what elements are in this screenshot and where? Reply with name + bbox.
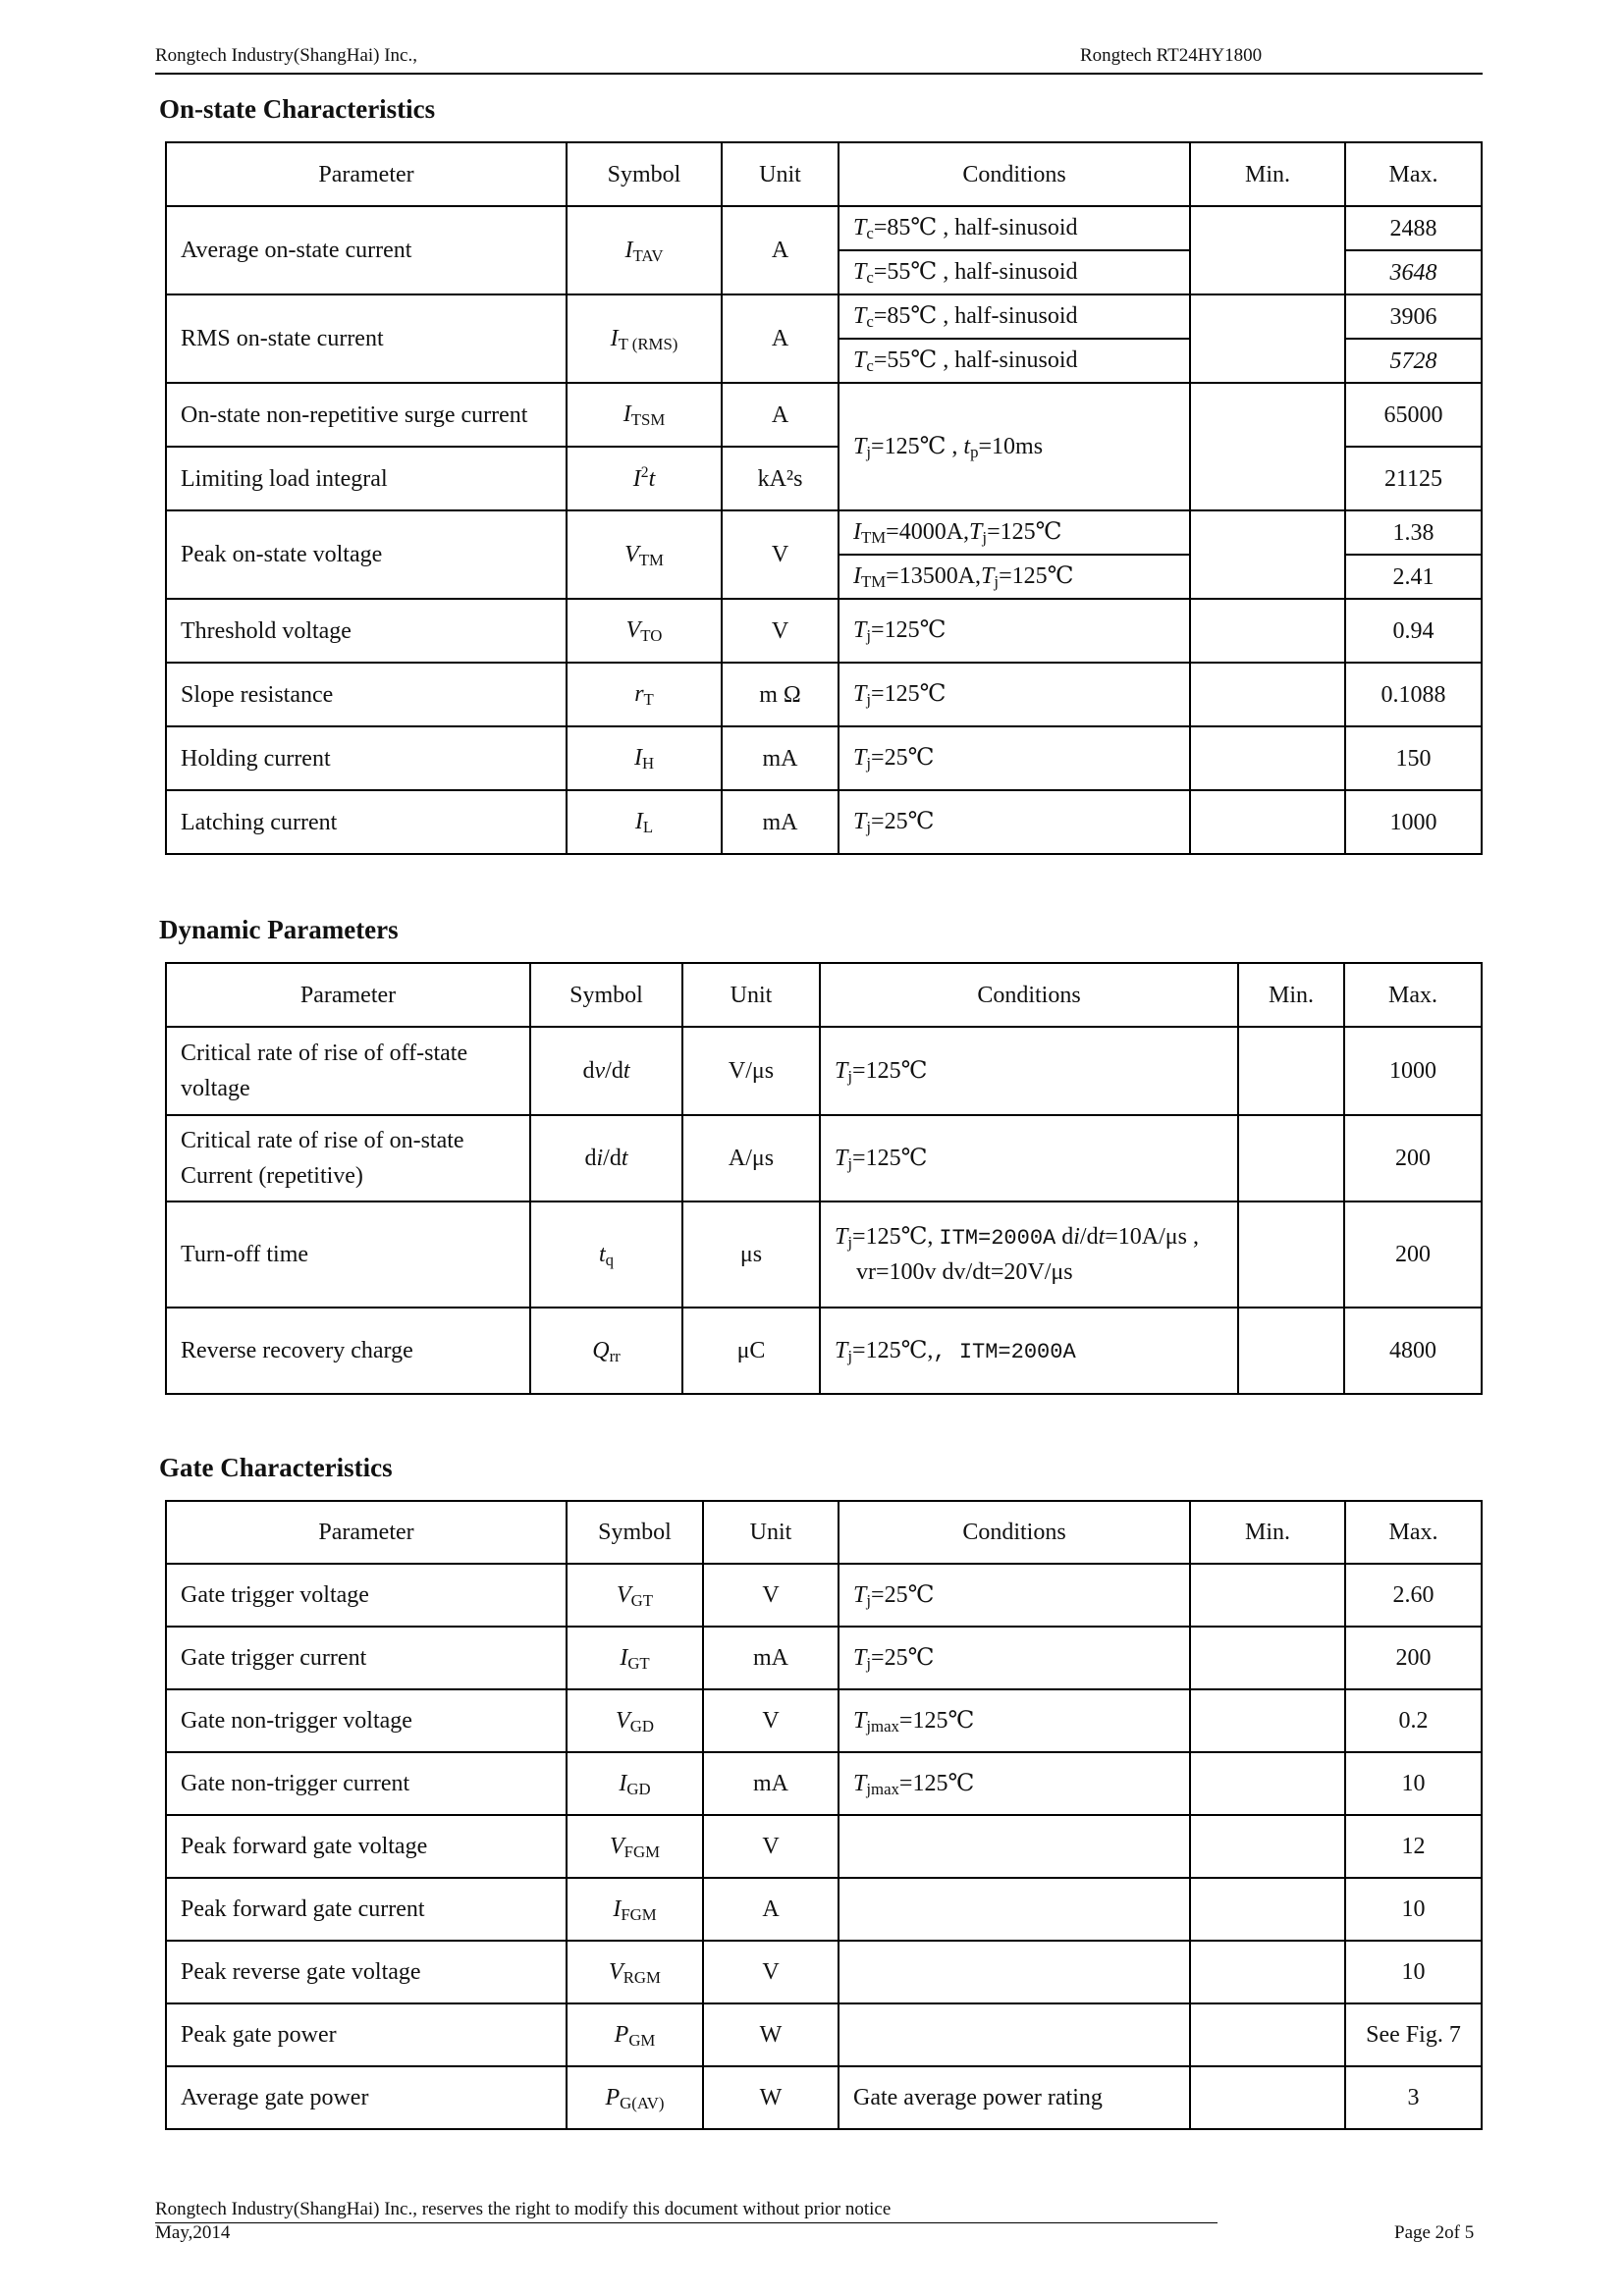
condition-cell: $T_j=25℃$ xyxy=(839,1627,1190,1689)
unit-cell: A xyxy=(703,1878,839,1941)
col-header-conditions: Conditions xyxy=(839,142,1190,206)
param-cell: Critical rate of rise of on-state Current (repetitive) xyxy=(166,1115,530,1201)
footer-page-number: Page 2of 5 xyxy=(1394,2222,1475,2243)
dynamic-table xyxy=(165,962,1483,1395)
table-row xyxy=(166,1564,1482,1627)
param-cell: Average on-state current xyxy=(166,206,567,294)
param-cell: Reverse recovery charge xyxy=(166,1308,530,1394)
table-header-row xyxy=(166,142,1482,206)
min-cell xyxy=(1190,1627,1345,1689)
footer-notice: Rongtech Industry(ShangHai) Inc., reserves the right to modify this document without prior notice xyxy=(155,2199,892,2219)
min-cell xyxy=(1190,663,1345,726)
min-cell xyxy=(1190,294,1345,383)
condition-cell: $T_j=125℃$ xyxy=(820,1115,1238,1201)
symbol-cell: $V_{TO}$ xyxy=(567,599,722,663)
unit-cell: V xyxy=(722,599,839,663)
header-part-number: Rongtech RT24HY1800 xyxy=(1080,45,1263,66)
max-cell: 200 xyxy=(1344,1115,1482,1201)
min-cell xyxy=(1190,790,1345,854)
condition-cell: Gate average power rating xyxy=(839,2066,1190,2129)
min-cell xyxy=(1190,1752,1345,1815)
symbol-cell: $I_L$ xyxy=(567,790,722,854)
col-header-symbol: Symbol xyxy=(567,142,722,206)
col-header-unit: Unit xyxy=(703,1501,839,1564)
condition-cell xyxy=(839,1941,1190,2003)
on-state-table xyxy=(165,141,1483,855)
min-cell xyxy=(1190,1878,1345,1941)
table-row xyxy=(166,1941,1482,2003)
unit-cell: W xyxy=(703,2066,839,2129)
symbol-cell: dv/dt xyxy=(530,1027,682,1115)
symbol-cell: $I_{FGM}$ xyxy=(567,1878,703,1941)
condition-cell xyxy=(839,1878,1190,1941)
param-cell: Gate trigger voltage xyxy=(166,1564,567,1627)
col-header-symbol: Symbol xyxy=(530,963,682,1027)
unit-cell: V xyxy=(703,1941,839,2003)
unit-cell: A xyxy=(722,294,839,383)
unit-cell: V xyxy=(703,1815,839,1878)
min-cell xyxy=(1238,1115,1344,1201)
param-cell: Gate non-trigger voltage xyxy=(166,1689,567,1752)
table-row xyxy=(166,599,1482,663)
max-cell: 0.94 xyxy=(1345,599,1482,663)
table-row xyxy=(166,1752,1482,1815)
footer-rule xyxy=(155,2222,1218,2223)
condition-cell: $T_j=125℃$ , $t_p=10ms$ xyxy=(839,383,1190,510)
max-cell: 65000 xyxy=(1345,383,1482,447)
param-cell: On-state non-repetitive surge current xyxy=(166,383,567,447)
table-row xyxy=(166,1878,1482,1941)
unit-cell: mA xyxy=(722,726,839,790)
section-title-dynamic: Dynamic Parameters xyxy=(159,915,399,944)
param-cell: Peak gate power xyxy=(166,2003,567,2066)
max-cell: 200 xyxy=(1344,1201,1482,1308)
max-cell: 4800 xyxy=(1344,1308,1482,1394)
param-cell: RMS on-state current xyxy=(166,294,567,383)
table-row xyxy=(166,2003,1482,2066)
symbol-cell: $r_T$ xyxy=(567,663,722,726)
symbol-cell: $I_{T (RMS)}$ xyxy=(567,294,722,383)
min-cell xyxy=(1190,1689,1345,1752)
unit-cell: m Ω xyxy=(722,663,839,726)
param-cell: Peak on-state voltage xyxy=(166,510,567,599)
table-row xyxy=(166,1115,1482,1201)
condition-cell: $T_c=85℃$ , half-sinusoid xyxy=(839,206,1190,250)
param-cell: Latching current xyxy=(166,790,567,854)
unit-cell: A/μs xyxy=(682,1115,820,1201)
max-cell: 2.41 xyxy=(1345,555,1482,599)
condition-cell: $T_j=25℃$ xyxy=(839,790,1190,854)
max-cell: 3906 xyxy=(1345,294,1482,339)
symbol-cell: $I_{GD}$ xyxy=(567,1752,703,1815)
condition-cell xyxy=(839,1815,1190,1878)
max-cell: See Fig. 7 xyxy=(1345,2003,1482,2066)
param-cell: Limiting load integral xyxy=(166,447,567,510)
condition-cell: $T_j=125℃$ xyxy=(820,1027,1238,1115)
footer-date: May,2014 xyxy=(155,2222,231,2243)
table-row xyxy=(166,726,1482,790)
min-cell xyxy=(1238,1201,1344,1308)
symbol-cell: $t_q$ xyxy=(530,1201,682,1308)
max-cell: 0.2 xyxy=(1345,1689,1482,1752)
param-cell: Slope resistance xyxy=(166,663,567,726)
col-header-unit: Unit xyxy=(722,142,839,206)
table-header-row xyxy=(166,1501,1482,1564)
condition-cell: $T_{jmax}=125℃$ xyxy=(839,1752,1190,1815)
unit-cell: kA²s xyxy=(722,447,839,510)
param-cell: Peak forward gate current xyxy=(166,1878,567,1941)
table-row xyxy=(166,294,1482,339)
col-header-parameter: Parameter xyxy=(166,142,567,206)
col-header-max: Max. xyxy=(1345,1501,1482,1564)
unit-cell: μs xyxy=(682,1201,820,1308)
section-title-on-state: On-state Characteristics xyxy=(159,94,436,124)
col-header-min: Min. xyxy=(1238,963,1344,1027)
param-cell: Peak forward gate voltage xyxy=(166,1815,567,1878)
table-row xyxy=(166,663,1482,726)
table-row xyxy=(166,206,1482,250)
min-cell xyxy=(1190,2003,1345,2066)
min-cell xyxy=(1190,599,1345,663)
min-cell xyxy=(1190,726,1345,790)
condition-cell: $T_c=55℃$ , half-sinusoid xyxy=(839,250,1190,294)
max-cell: 10 xyxy=(1345,1752,1482,1815)
symbol-cell: $V_{FGM}$ xyxy=(567,1815,703,1878)
max-cell: 1.38 xyxy=(1345,510,1482,555)
max-cell: 2.60 xyxy=(1345,1564,1482,1627)
table-row xyxy=(166,790,1482,854)
condition-cell xyxy=(839,2003,1190,2066)
table-row xyxy=(166,1308,1482,1394)
table-row xyxy=(166,510,1482,555)
param-cell: Critical rate of rise of off-state voltage xyxy=(166,1027,530,1115)
symbol-cell: $V_{GT}$ xyxy=(567,1564,703,1627)
table-header-row xyxy=(166,963,1482,1027)
symbol-cell: $P_{GM}$ xyxy=(567,2003,703,2066)
unit-cell: μC xyxy=(682,1308,820,1394)
min-cell xyxy=(1238,1308,1344,1394)
condition-cell: $I_{TM}=13500A,T_j=125℃$ xyxy=(839,555,1190,599)
condition-cell: $T_j=125℃$ xyxy=(839,599,1190,663)
min-cell xyxy=(1238,1027,1344,1115)
col-header-conditions: Conditions xyxy=(839,1501,1190,1564)
param-cell: Threshold voltage xyxy=(166,599,567,663)
table-row xyxy=(166,1689,1482,1752)
col-header-symbol: Symbol xyxy=(567,1501,703,1564)
symbol-cell: $Q_{rr}$ xyxy=(530,1308,682,1394)
param-cell: Gate non-trigger current xyxy=(166,1752,567,1815)
max-cell: 10 xyxy=(1345,1878,1482,1941)
unit-cell: mA xyxy=(703,1752,839,1815)
table-row xyxy=(166,1627,1482,1689)
table-row xyxy=(166,1201,1482,1308)
max-cell: 12 xyxy=(1345,1815,1482,1878)
unit-cell: V xyxy=(703,1564,839,1627)
max-cell: 5728 xyxy=(1345,339,1482,383)
max-cell: 0.1088 xyxy=(1345,663,1482,726)
param-cell: Peak reverse gate voltage xyxy=(166,1941,567,2003)
table-row xyxy=(166,383,1482,447)
max-cell: 200 xyxy=(1345,1627,1482,1689)
unit-cell: V xyxy=(703,1689,839,1752)
symbol-cell: $V_{RGM}$ xyxy=(567,1941,703,2003)
min-cell xyxy=(1190,510,1345,599)
symbol-cell: $V_{TM}$ xyxy=(567,510,722,599)
header-rule xyxy=(155,73,1483,75)
max-cell: 21125 xyxy=(1345,447,1482,510)
condition-cell: $T_j=125℃$, ITM=2000A di/dt=10A/μs , vr=100v dv/dt=20V/μs xyxy=(820,1201,1238,1308)
max-cell: 1000 xyxy=(1345,790,1482,854)
min-cell xyxy=(1190,1815,1345,1878)
table-row xyxy=(166,1815,1482,1878)
min-cell xyxy=(1190,383,1345,510)
col-header-max: Max. xyxy=(1344,963,1482,1027)
condition-cell: $T_c=85℃$ , half-sinusoid xyxy=(839,294,1190,339)
symbol-cell: $I_{TAV}$ xyxy=(567,206,722,294)
table-row xyxy=(166,2066,1482,2129)
max-cell: 150 xyxy=(1345,726,1482,790)
symbol-cell: $I_H$ xyxy=(567,726,722,790)
symbol-cell: $P_{G(AV)}$ xyxy=(567,2066,703,2129)
unit-cell: A xyxy=(722,383,839,447)
param-cell: Holding current xyxy=(166,726,567,790)
max-cell: 10 xyxy=(1345,1941,1482,2003)
section-title-gate: Gate Characteristics xyxy=(159,1453,393,1482)
max-cell: 3 xyxy=(1345,2066,1482,2129)
table-row xyxy=(166,1027,1482,1115)
min-cell xyxy=(1190,1564,1345,1627)
param-cell: Gate trigger current xyxy=(166,1627,567,1689)
condition-cell: $T_c=55℃$ , half-sinusoid xyxy=(839,339,1190,383)
symbol-cell: di/dt xyxy=(530,1115,682,1201)
unit-cell: V xyxy=(722,510,839,599)
unit-cell: A xyxy=(722,206,839,294)
param-cell: Turn-off time xyxy=(166,1201,530,1308)
condition-cell: $T_{jmax}=125℃$ xyxy=(839,1689,1190,1752)
unit-cell: W xyxy=(703,2003,839,2066)
unit-cell: mA xyxy=(722,790,839,854)
col-header-parameter: Parameter xyxy=(166,1501,567,1564)
max-cell: 1000 xyxy=(1344,1027,1482,1115)
symbol-cell: $I_{GT}$ xyxy=(567,1627,703,1689)
param-cell: Average gate power xyxy=(166,2066,567,2129)
symbol-cell: $I_{TSM}$ xyxy=(567,383,722,447)
gate-table xyxy=(165,1500,1483,2130)
condition-cell: $T_j=25℃$ xyxy=(839,1564,1190,1627)
symbol-cell: $I^2t$ xyxy=(567,447,722,510)
col-header-min: Min. xyxy=(1190,142,1345,206)
col-header-conditions: Conditions xyxy=(820,963,1238,1027)
min-cell xyxy=(1190,206,1345,294)
col-header-max: Max. xyxy=(1345,142,1482,206)
col-header-min: Min. xyxy=(1190,1501,1345,1564)
condition-cell: $T_j=125℃$,, ITM=2000A xyxy=(820,1308,1238,1394)
unit-cell: V/μs xyxy=(682,1027,820,1115)
symbol-cell: $V_{GD}$ xyxy=(567,1689,703,1752)
unit-cell: mA xyxy=(703,1627,839,1689)
min-cell xyxy=(1190,1941,1345,2003)
condition-cell: $T_j=25℃$ xyxy=(839,726,1190,790)
col-header-parameter: Parameter xyxy=(166,963,530,1027)
condition-cell: $T_j=125℃$ xyxy=(839,663,1190,726)
col-header-unit: Unit xyxy=(682,963,820,1027)
max-cell: 2488 xyxy=(1345,206,1482,250)
condition-cell: $I_{TM}=4000A,T_j=125℃$ xyxy=(839,510,1190,555)
max-cell: 3648 xyxy=(1345,250,1482,294)
min-cell xyxy=(1190,2066,1345,2129)
header-company: Rongtech Industry(ShangHai) Inc., xyxy=(155,45,417,66)
